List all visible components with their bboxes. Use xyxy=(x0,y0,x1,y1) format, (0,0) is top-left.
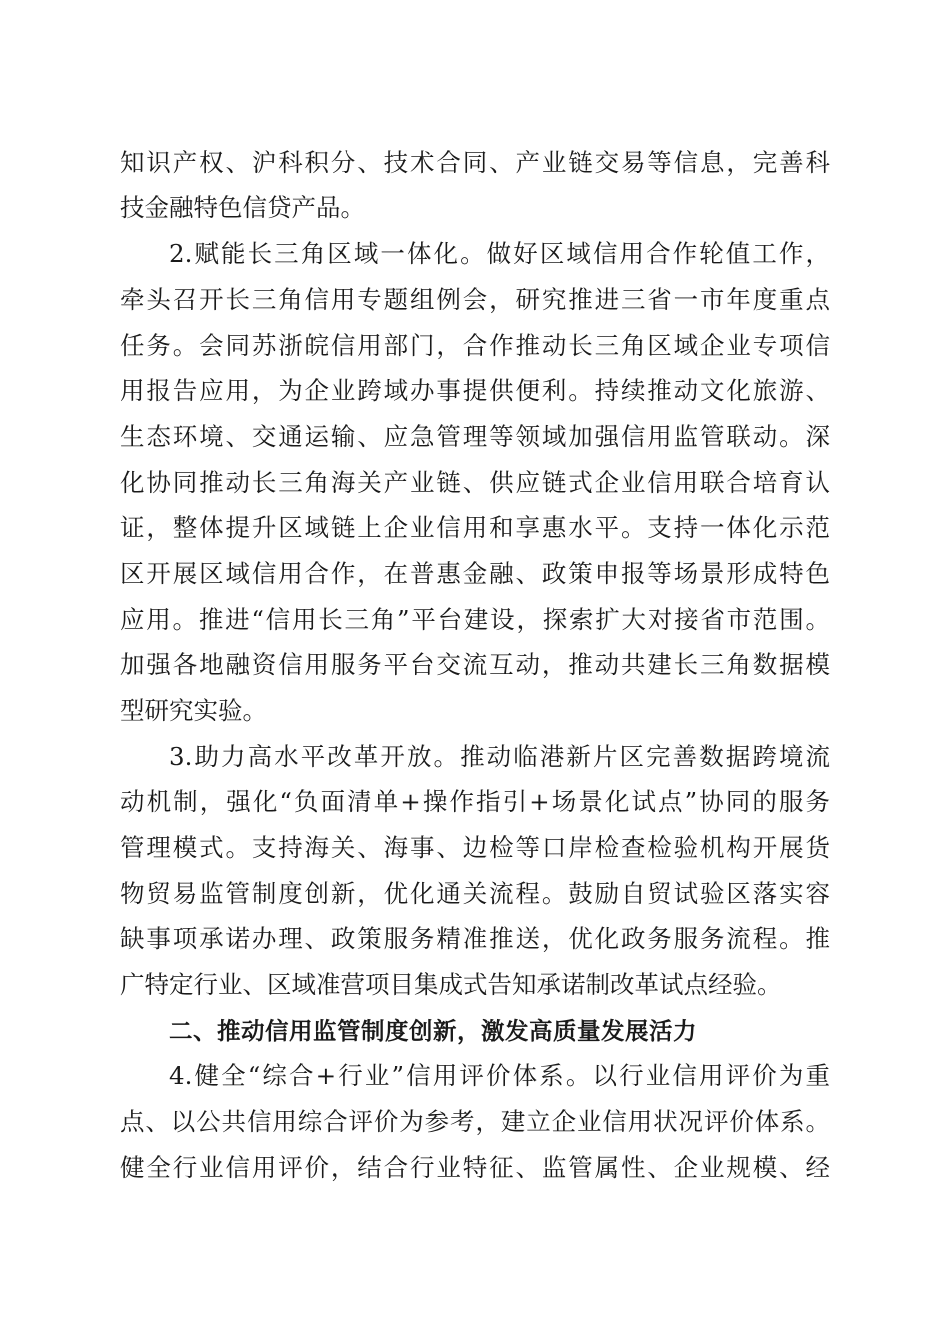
paragraph-3-line-3: 管理模式。支持海关、海事、边检等口岸检查检验机构开展货 xyxy=(120,833,830,862)
paragraph-2-line-9: 应用。推进“信用长三角”平台建设，探索扩大对接省市范围。 xyxy=(120,605,830,634)
paragraph-2-line-3: 任务。会同苏浙皖信用部门，合作推动长三角区域企业专项信 xyxy=(120,331,830,360)
paragraph-4-line-2: 点、以公共信用综合评价为参考，建立企业信用状况评价体系。 xyxy=(120,1107,830,1136)
paragraph-2-line-1: 2.赋能长三角区域一体化。做好区域信用合作轮值工作， xyxy=(169,239,830,268)
section-heading: 二、推动信用监管制度创新，激发高质量发展活力 xyxy=(169,1017,697,1045)
paragraph-2-line-7: 证，整体提升区域链上企业信用和享惠水平。支持一体化示范 xyxy=(120,513,830,542)
paragraph-2-line-2: 牵头召开长三角信用专题组例会，研究推进三省一市年度重点 xyxy=(120,285,830,314)
paragraph-3-line-4: 物贸易监管制度创新，优化通关流程。鼓励自贸试验区落实容 xyxy=(120,879,830,908)
paragraph-4-line-3: 健全行业信用评价，结合行业特征、监管属性、企业规模、经 xyxy=(120,1153,830,1182)
paragraph-2-line-6: 化协同推动长三角海关产业链、供应链式企业信用联合培育认 xyxy=(120,468,830,497)
paragraph-2-line-5: 生态环境、交通运输、应急管理等领域加强信用监管联动。深 xyxy=(120,422,830,451)
paragraph-3-line-1: 3.助力高水平改革开放。推动临港新片区完善数据跨境流 xyxy=(169,742,830,771)
paragraph-3-line-2: 动机制，强化“负面清单+操作指引+场景化试点”协同的服务 xyxy=(120,787,830,816)
paragraph-2-line-4: 用报告应用，为企业跨域办事提供便利。持续推动文化旅游、 xyxy=(120,376,830,405)
paragraph-3-line-5: 缺事项承诺办理、政策服务精准推送，优化政务服务流程。推 xyxy=(120,924,830,953)
paragraph-2-line-8: 区开展区域信用合作，在普惠金融、政策申报等场景形成特色 xyxy=(120,559,830,588)
paragraph-4-line-1: 4.健全“综合+行业”信用评价体系。以行业信用评价为重 xyxy=(169,1061,830,1090)
paragraph-intro-line-2: 技金融特色信贷产品。 xyxy=(120,193,365,222)
paragraph-3-line-6: 广特定行业、区域准营项目集成式告知承诺制改革试点经验。 xyxy=(120,970,782,999)
paragraph-2-line-10: 加强各地融资信用服务平台交流互动，推动共建长三角数据模 xyxy=(120,650,830,679)
paragraph-intro-line-1: 知识产权、沪科积分、技术合同、产业链交易等信息，完善科 xyxy=(120,148,830,177)
paragraph-2-line-11: 型研究实验。 xyxy=(120,696,267,725)
